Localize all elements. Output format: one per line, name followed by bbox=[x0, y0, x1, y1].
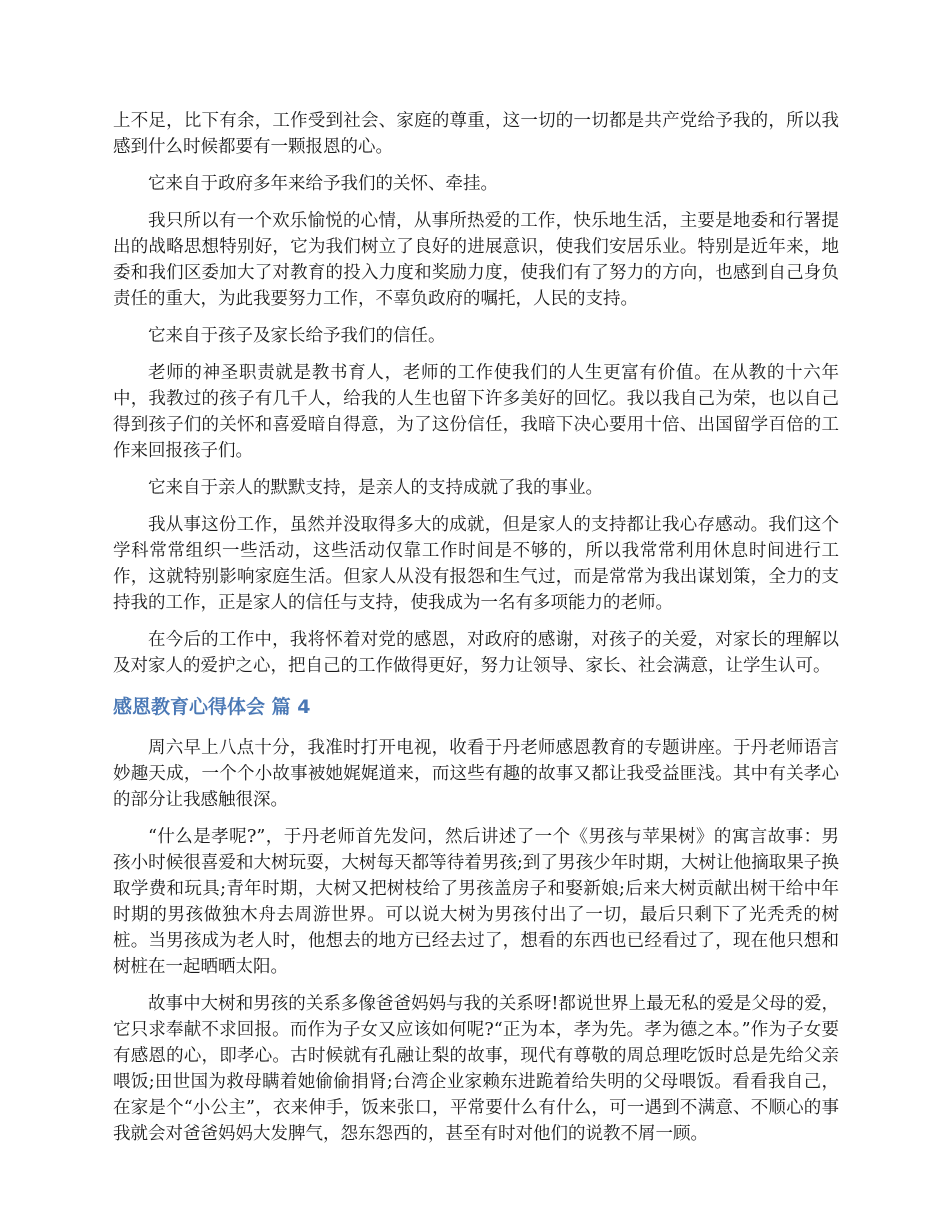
paragraph: 它来自于孩子及家长给予我们的信任。 bbox=[148, 326, 446, 346]
paragraph: 在今后的工作中，我将怀着对党的感恩，对政府的感谢，对孩子的关爱，对家长的理解以及对家人的爱护之心，把自己的工作做得更好，努力让领导、家长、社会满意，让学生认可。 bbox=[113, 630, 839, 676]
paragraph: 它来自于政府多年来给予我们的关怀、牵挂。 bbox=[148, 174, 498, 194]
paragraph: 我从事这份工作，虽然并没取得多大的成就，但是家人的支持都让我心存感动。我们这个学科常常组织一些活动，这些活动仅靠工作时间是不够的，所以我常常利用休息时间进行工作，这就特别影响家庭生活。但家人从没有报怨和生气过，而是常常为我出谋划策，全力的支持我的工作，正是家人的信任与支持，使我成为一名有多项能力的老师。 bbox=[113, 515, 839, 613]
paragraph: 周六早上八点十分，我准时打开电视，收看于丹老师感恩教育的专题讲座。于丹老师语言妙趣天成，一个个小故事被她娓娓道来，而这些有趣的故事又都让我受益匪浅。其中有关孝心的部分让我感触很深。 bbox=[113, 738, 839, 810]
paragraph: 老师的神圣职责就是教书育人，老师的工作使我们的人生更富有价值。在从教的十六年中，我教过的孩子有几千人，给我的人生也留下许多美好的回忆。我以我自己为荣，也以自己得到孩子们的关怀和喜爱暗自得意，为了这份信任，我暗下决心要用十倍、出国留学百倍的工作来回报孩子们。 bbox=[113, 363, 839, 461]
section-heading: 感恩教育心得体会 篇 4 bbox=[113, 696, 311, 718]
paragraph: 上不足，比下有余，工作受到社会、家庭的尊重，这一切的一切都是共产党给予我的，所以我感到什么时候都要有一颗报恩的心。 bbox=[113, 111, 839, 157]
paragraph: 故事中大树和男孩的关系多像爸爸妈妈与我的关系呀!都说世界上最无私的爱是父母的爱，它只求奉献不求回报。而作为子女又应该如何呢?“正为本，孝为先。孝为德之本。”作为子女要有感恩的心，即孝心。古时候就有孔融让梨的故事，现代有尊敬的周总理吃饭时总是先给父亲喂饭;田世国为救母瞒着她偷偷捐肾;台湾企业家赖东进跪着给失明的父母喂饭。看看我自己，在家是个“小公主”，衣来伸手，饭来张口，平常要什么有什么，可一遇到不满意、不顺心的事我就会对爸爸妈妈大发脾气，怨东怨西的，甚至有时对他们的说教不屑一顾。 bbox=[113, 994, 839, 1144]
paragraph: “什么是孝呢?”，于丹老师首先发问，然后讲述了一个《男孩与苹果树》的寓言故事：男孩小时候很喜爱和大树玩耍，大树每天都等待着男孩;到了男孩少年时期，大树让他摘取果子换取学费和玩具;青年时期，大树又把树枝给了男孩盖房子和娶新娘;后来大树贡献出树干给中年时期的男孩做独木舟去周游世界。可以说大树为男孩付出了一切，最后只剩下了光秃秃的树桩。当男孩成为老人时，他想去的地方已经去过了，想看的东西也已经看过了，现在他只想和树桩在一起晒晒太阳。 bbox=[113, 827, 839, 977]
paragraph: 我只所以有一个欢乐愉悦的心情，从事所热爱的工作，快乐地生活，主要是地委和行署提出的战略思想特别好，它为我们树立了良好的进展意识，使我们安居乐业。特别是近年来，地委和我们区委加大了对教育的投入力度和奖励力度，使我们有了努力的方向，也感到自己身负责任的重大，为此我要努力工作，不辜负政府的嘱托，人民的支持。 bbox=[113, 211, 839, 309]
document-body bbox=[113, 108, 839, 1158]
paragraph: 它来自于亲人的默默支持，是亲人的支持成就了我的事业。 bbox=[148, 478, 603, 498]
